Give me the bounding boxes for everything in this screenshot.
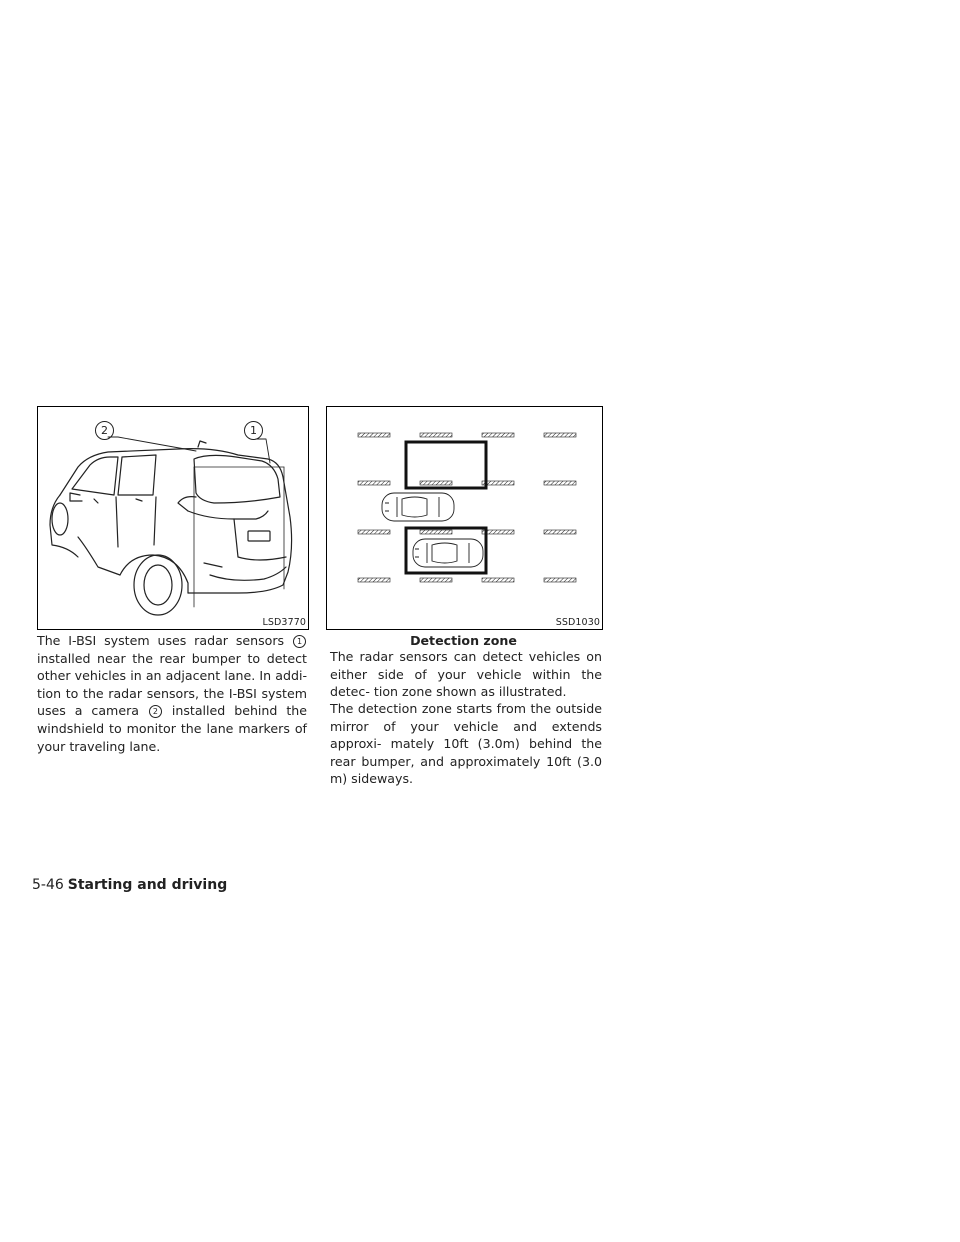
car-rear-illustration	[37, 406, 309, 630]
ref-2-icon: 2	[149, 705, 162, 718]
own-car	[413, 539, 483, 567]
intro-text-2: installed near the rear bumper to detect other vehicles in an adjacent lane. In addi- tion to the radar sensors, the I-BSI system uses a camera	[37, 650, 307, 719]
intro-text-1: The I-BSI system uses radar sensors	[37, 633, 285, 648]
body-paragraph-2: The detection zone starts from the outside mirror of your vehicle and extends approxi- mately 10ft (3.0m) behind the rear bumper, and approximately 10ft (3.0 m) sideways.	[330, 701, 602, 787]
license-plate	[248, 531, 270, 541]
front-wheel	[52, 503, 68, 535]
lane-markers	[358, 433, 576, 582]
body-paragraph-1: The radar sensors can detect vehicles on either side of your vehicle within the detec- tion zone shown as illustrated.	[330, 649, 602, 700]
car-drawing	[38, 407, 308, 629]
callout-1: 1	[244, 421, 263, 440]
intro-text-3: installed behind the windshield to monitor the lane markers of your traveling lane.	[37, 703, 307, 754]
figure-code-right: SSD1030	[555, 617, 600, 628]
page-number: 5-46	[32, 877, 64, 893]
camera-leader	[108, 437, 196, 451]
intro-paragraph	[37, 632, 307, 755]
side-window	[118, 455, 156, 495]
page-footer	[32, 877, 227, 893]
adjacent-car	[382, 493, 454, 521]
rear-glass	[194, 455, 280, 503]
detection-zone-illustration	[326, 406, 603, 630]
body-outline	[60, 449, 292, 593]
rear-side-window	[72, 457, 118, 495]
lane-diagram	[327, 407, 602, 629]
section-title: Starting and driving	[67, 877, 228, 893]
rear-wheel	[134, 555, 182, 615]
ref-1-icon: 1	[293, 635, 306, 648]
figure-caption: Detection zone	[410, 633, 517, 648]
figure-code-left: LSD3770	[262, 617, 306, 628]
callout-2: 2	[95, 421, 114, 440]
